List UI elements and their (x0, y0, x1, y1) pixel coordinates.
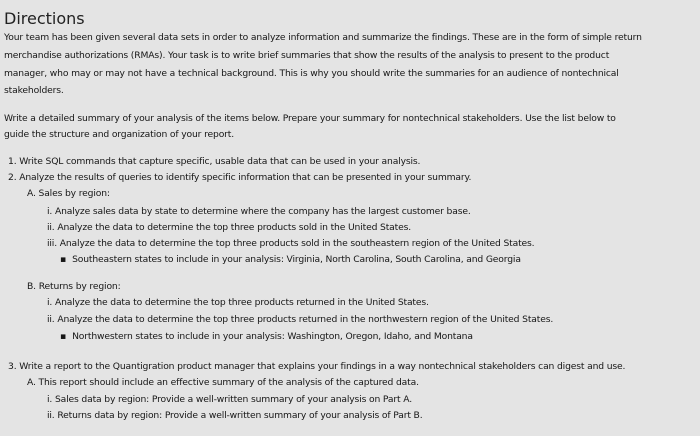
instructions-line-2: guide the structure and organization of your report. (4, 129, 235, 140)
instructions-line-1: Write a detailed summary of your analysis of the items below. Prepare your summary for nontechnical stakeholders. Use the list below to (4, 113, 616, 124)
page-title: Directions (4, 9, 85, 28)
list-item-1: 1. Write SQL commands that capture specific, usable data that can be used in your analysis. (8, 156, 421, 167)
section-3a-heading: A. This report should include an effective summary of the analysis of the captured data. (27, 377, 419, 388)
section-3a-item-i: i. Sales data by region: Provide a well-written summary of your analysis on Part A. (47, 394, 412, 405)
intro-line-3: manager, who may or may not have a technical background. This is why you should write the summaries for an audience of nontechnical (4, 68, 619, 79)
section-a-bullet: ▪ Southeastern states to include in your analysis: Virginia, North Carolina, South Carolina, and Georgia (60, 253, 521, 266)
list-item-2: 2. Analyze the results of queries to identify specific information that can be presented in your summary. (8, 172, 472, 183)
section-3a-item-ii: ii. Returns data by region: Provide a well-written summary of your analysis of Part B. (47, 410, 423, 421)
intro-line-2: merchandise authorizations (RMAs). Your task is to write brief summaries that show the results of the analysis to present to the product (4, 50, 610, 61)
section-b-bullet: ▪ Northwestern states to include in your analysis: Washington, Oregon, Idaho, and Montana (60, 330, 473, 343)
section-a-item-i: i. Analyze sales data by state to determine where the company has the largest customer base. (47, 206, 471, 217)
section-a-heading: A. Sales by region: (27, 188, 110, 199)
list-item-3: 3. Write a report to the Quantigration product manager that explains your findings in a way nontechnical stakeholders can digest and use. (8, 361, 626, 372)
intro-line-4: stakeholders. (4, 85, 64, 96)
section-b-item-ii: ii. Analyze the data to determine the top three products returned in the northwestern region of the United States. (47, 314, 554, 325)
section-a-item-iii: iii. Analyze the data to determine the top three products sold in the southeastern region of the United States. (47, 238, 535, 249)
section-b-heading: B. Returns by region: (27, 281, 121, 292)
section-a-item-ii: ii. Analyze the data to determine the top three products sold in the United States. (47, 222, 412, 233)
intro-line-1: Your team has been given several data sets in order to analyze information and summarize the findings. These are in the form of simple return (4, 32, 642, 43)
section-b-item-i: i. Analyze the data to determine the top three products returned in the United States. (47, 297, 429, 308)
